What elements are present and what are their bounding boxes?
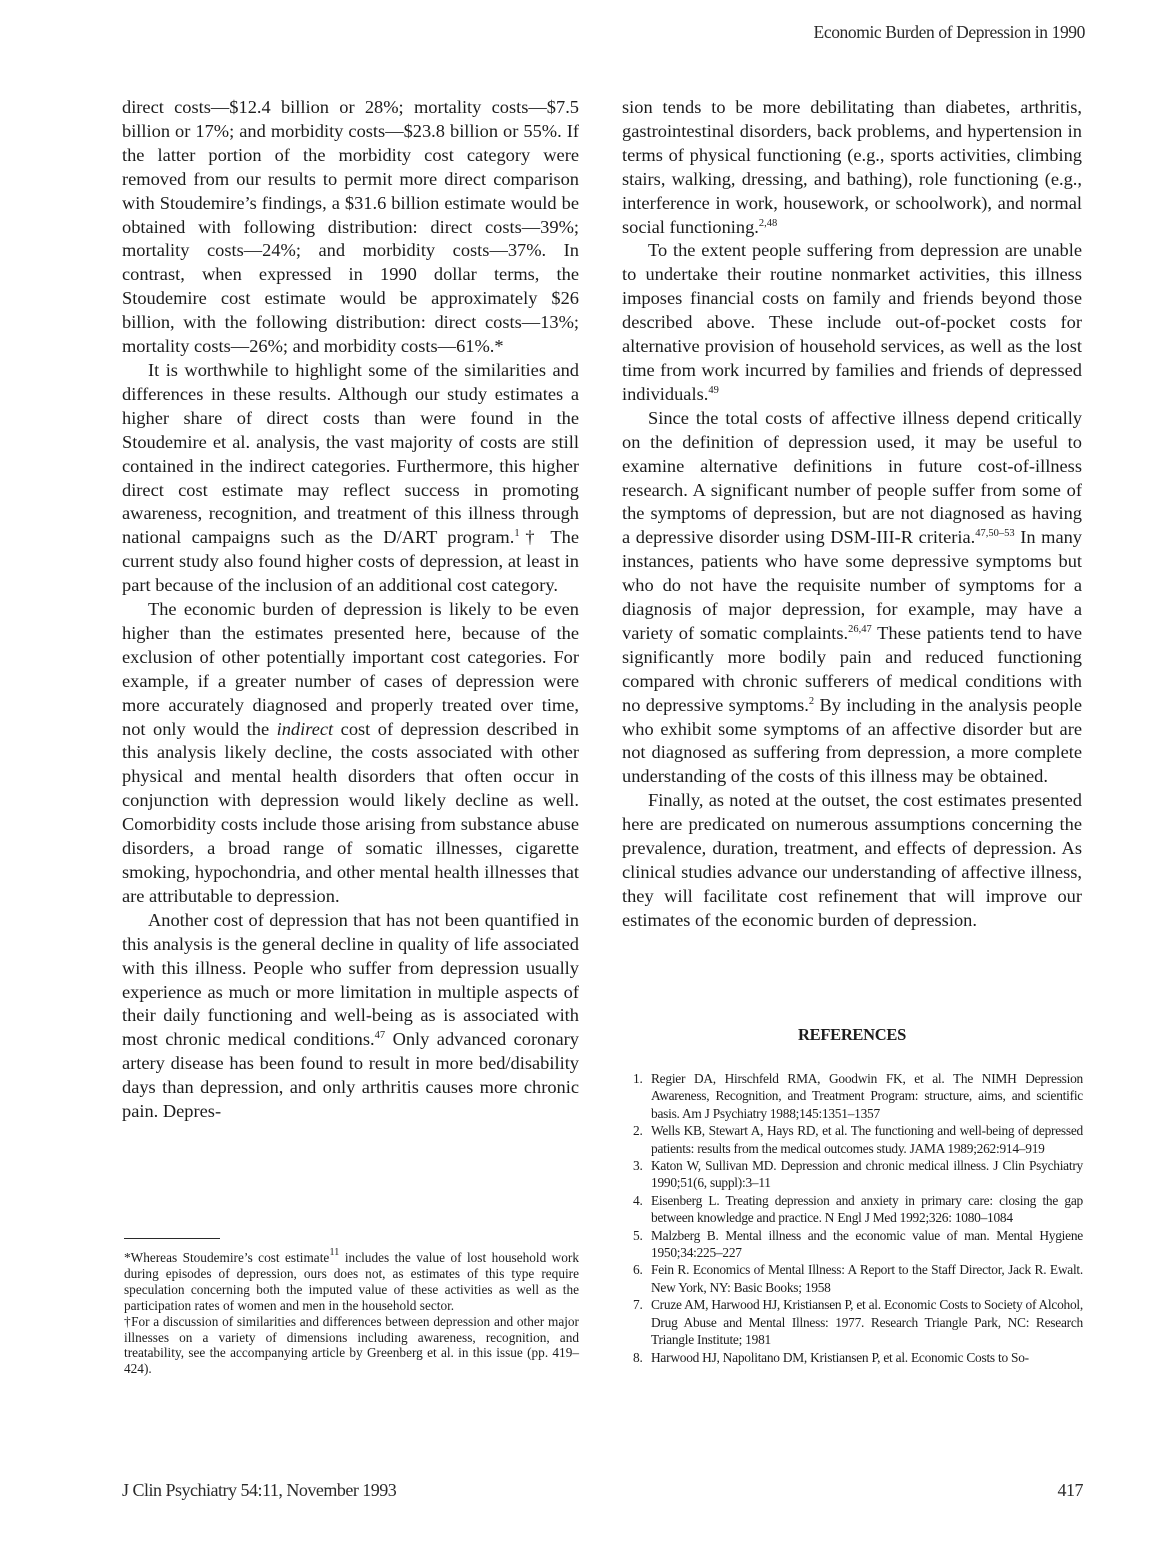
reference-item xyxy=(633,1296,1083,1348)
reference-item xyxy=(633,1261,1083,1296)
reference-number: 6. xyxy=(633,1262,643,1278)
body-paragraph: Since the total costs of affective illness depend critically on the definition of depression used, it may be useful to examine alternative definitions in future cost-of-illness research. A significant number of people suffer from some of the symptoms of depression, but are not diagnosed as having a depressive disorder using DSM-III-R criteria.$^{47,50-53}$ In many instances, patients who have some depressive symptoms but who do not have the requisite number of symptoms for a diagnosis of major depression, for example, may have a variety of somatic complaints.$^{26,47}$ These patients tend to have significantly more bodily pain and reduced functioning compared with chronic sufferers of medical conditions with no depressive symptoms.$^2$ By including in the analysis people who exhibit some symptoms of an affective disorder but are not diagnosed as suffering from depression, a more complete understanding of the costs of this illness may be obtained. xyxy=(622,407,1082,787)
references-heading: REFERENCES xyxy=(798,1025,906,1044)
reference-number: 1. xyxy=(633,1071,643,1086)
footnote-dagger: †For a discussion of similarities and differences between depression and other major illnesses on a variety of dimensions including awareness, recognition, and treatability, see the accompanying article by Greenberg et al. in this issue (pp. 419–424). xyxy=(124,1313,579,1377)
reference-number: 2. xyxy=(633,1123,643,1139)
reference-number: 4. xyxy=(633,1192,643,1208)
reference-text: Eisenberg L. Treating depression and anxiety in primary care: closing the gap between knowledge and practice. N Engl J Med 1992;326: 1080–1084 xyxy=(651,1192,1083,1226)
citation-superscript: 26,47 xyxy=(848,623,872,635)
citation-superscript: 1 xyxy=(514,528,520,540)
reference-item xyxy=(633,1122,1083,1157)
citation-superscript: 49 xyxy=(708,384,719,396)
reference-number: 7. xyxy=(633,1297,643,1313)
left-column xyxy=(122,96,579,1124)
citation-superscript: 47,50–53 xyxy=(975,528,1015,540)
reference-item xyxy=(633,1157,1083,1192)
body-paragraph: Another cost of depression that has not been quantified in this analysis is the general decline in quality of life associated with this illness. People who suffer from depression usually experience as much or more limitation in multiple aspects of their daily functioning and well-being as is associated with most chronic medical conditions.$^{47}$ Only advanced coronary artery disease has been found to result in more bed/disability days than depression, and only arthritis causes more chronic pain. Depres- xyxy=(122,909,579,1122)
right-column xyxy=(622,96,1082,933)
body-paragraph: Finally, as noted at the outset, the cost estimates presented here are predicated on numerous assumptions concerning the prevalence, duration, treatment, and effects of depression. As clinical studies advance our understanding of affective illness, they will facilitate cost refinement that will improve our estimates of the economic burden of depression. xyxy=(622,790,1082,930)
reference-text: Wells KB, Stewart A, Hays RD, et al. The functioning and well-being of depressed patients: results from the medical outcomes study. JAMA 1989;262:914–919 xyxy=(651,1123,1083,1156)
reference-text: Fein R. Economics of Mental Illness: A Report to the Staff Director, Jack R. Ewalt. New York, NY: Basic Books; 1958 xyxy=(651,1262,1083,1295)
reference-item xyxy=(633,1070,1083,1122)
citation-superscript: 2 xyxy=(808,695,815,707)
reference-item xyxy=(633,1227,1083,1262)
footer-journal-citation: J Clin Psychiatry 54:11, November 1993 xyxy=(122,1480,397,1500)
reference-text: Cruze AM, Harwood HJ, Kristiansen P, et al. Economic Costs to Society of Alcohol, Drug Abuse and Mental Illness: 1977. Research Triangle Park, NC: Research Triangle Institute; 1981 xyxy=(651,1297,1084,1348)
reference-item xyxy=(633,1192,1083,1227)
reference-item xyxy=(633,1349,1083,1366)
reference-number: 3. xyxy=(633,1158,643,1174)
citation-superscript: 2,48 xyxy=(758,217,778,229)
reference-number: 5. xyxy=(633,1227,643,1243)
citation-superscript: 11 xyxy=(329,1247,340,1258)
footnote-asterisk: *Whereas Stoudemire’s cost estimate$^{11}$ includes the value of lost household work during episodes of depression, ours does not, as estimates of this type require speculation concerning both the imputed value of these activities as well as the participation rates of women and men in the household sector. xyxy=(124,1247,579,1313)
references-list xyxy=(633,1070,1083,1366)
reference-text: Harwood HJ, Napolitano DM, Kristiansen P, et al. Economic Costs to So- xyxy=(651,1349,1029,1365)
reference-number: 8. xyxy=(633,1349,643,1365)
page-number: 417 xyxy=(1057,1480,1083,1500)
reference-text: Regier DA, Hirschfeld RMA, Goodwin FK, et al. The NIMH Depression Awareness, Recognition, and Treatment Program: structure, aims, and scientific basis. Am J Psychiatry 1988;145:1351–1357 xyxy=(651,1071,1083,1121)
body-paragraph: To the extent people suffering from depression are unable to undertake their routine nonmarket activities, this illness imposes financial costs on family and friends beyond those described above. These include out-of-pocket costs for alternative provision of household services, as well as the lost time from work incurred by families and friends of depressed individuals.$^{49}$ xyxy=(622,240,1082,404)
body-paragraph: sion tends to be more debilitating than diabetes, arthritis, gastrointestinal disorders, back problems, and hypertension in terms of physical functioning (e.g., sports activities, climbing stairs, walking, dressing, and bathing), role functioning (e.g., interference in work, housework, or schoolwork), and normal social functioning.$^{2,48}$ xyxy=(622,97,1082,237)
body-paragraph: The economic burden of depression is likely to be even higher than the estimates presented here, because of the exclusion of other potentially important cost categories. For example, if a greater number of cases of depression were more accurately diagnosed and properly treated over time, not only would the indirect cost of depression described in this analysis likely decline, the costs associated with other physical and mental health disorders that often occur in conjunction with depression would likely decline as well. Comorbidity costs include those arising from substance abuse disorders, a broad range of somatic illnesses, cigarette smoking, hypochondria, and other mental health illnesses that are attributable to depression. xyxy=(122,599,579,906)
running-head: Economic Burden of Depression in 1990 xyxy=(813,22,1085,42)
body-paragraph: It is worthwhile to highlight some of the similarities and differences in these results. Although our study estimates a higher share of direct costs than were found in the Stoudemire et al. analysis, the vast majority of costs are still contained in the indirect categories. Furthermore, this higher direct cost estimate may reflect success in promoting awareness, recognition, and treatment of this illness through national campaigns such as the D/ART program.$^1$† The current study also found higher costs of depression, at least in part because of the inclusion of an additional cost category. xyxy=(122,359,579,596)
footnote-divider xyxy=(124,1238,220,1239)
body-paragraph: direct costs—$12.4 billion or 28%; mortality costs—$7.5 billion or 17%; and morbidity costs—$23.8 billion or 55%. If the latter portion of the morbidity cost category were removed from our results to permit more direct comparison with Stoudemire’s findings, a $31.6 billion estimate would be obtained with following distribution: direct costs—39%; mortality costs—24%; and morbidity costs—37%. In contrast, when expressed in 1990 dollar terms, the Stoudemire cost estimate would be approximately $26 billion, with the following distribution: direct costs—13%; mortality costs—26%; and morbidity costs—61%.* xyxy=(122,97,579,357)
citation-superscript: 47 xyxy=(374,1030,386,1042)
reference-text: Katon W, Sullivan MD. Depression and chronic medical illness. J Clin Psychiatry 1990;51(6, suppl):3–11 xyxy=(651,1158,1083,1191)
reference-text: Malzberg B. Mental illness and the economic value of man. Mental Hygiene 1950;34:225–227 xyxy=(651,1227,1083,1261)
emphasis-text: indirect xyxy=(276,718,334,739)
footnotes xyxy=(124,1247,579,1377)
